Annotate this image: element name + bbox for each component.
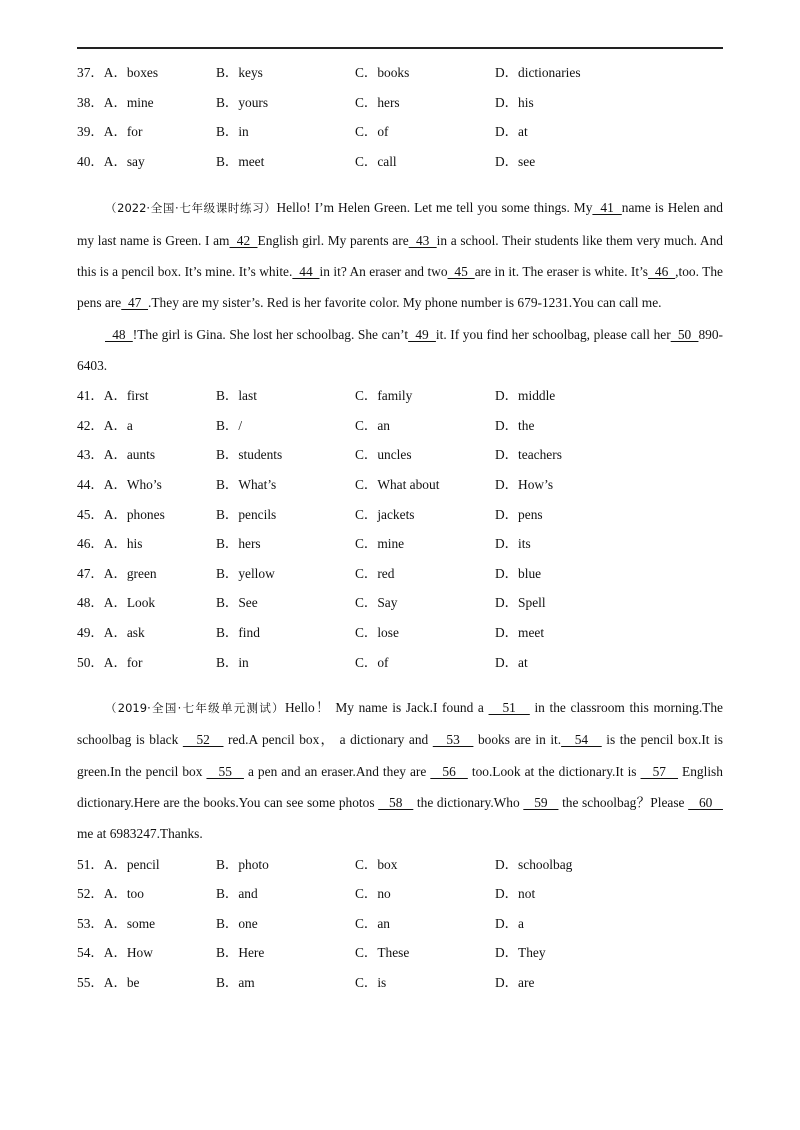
passage-text: !The girl is Gina. She lost her schoolbag. She can’t	[132, 326, 409, 342]
question-46	[77, 529, 723, 559]
option-b: B．last	[216, 388, 257, 404]
option-d: D．its	[495, 536, 531, 552]
option-d: D．blue	[495, 565, 542, 581]
cloze-passage-41-50	[77, 192, 723, 318]
question-48	[77, 588, 723, 618]
passage-text: English dictionary.Here are the books.You can see some photos	[77, 763, 723, 810]
passage-text: are in it. The eraser is white. It’s	[474, 263, 649, 279]
option-a: 40．A．say	[77, 153, 145, 169]
passage-text: the dictionary.Who	[416, 794, 520, 810]
option-c: C．no	[355, 886, 391, 902]
option-b: B．hers	[216, 536, 261, 552]
passage-text: books are in it.	[477, 732, 562, 748]
option-d: D．schoolbag	[495, 856, 573, 872]
option-b: B．pencils	[216, 506, 277, 522]
blank-56: 56	[430, 763, 468, 779]
option-c: C．uncles	[355, 447, 412, 463]
option-c: C．call	[355, 153, 397, 169]
option-a: 38．A．mine	[77, 94, 154, 110]
passage-text: a pen and an eraser.And they are	[247, 763, 427, 779]
passage-text: too.Look at the dictionary.It is	[471, 763, 637, 779]
question-41	[77, 381, 723, 411]
blank-41: 41	[592, 200, 622, 216]
option-c: C．family	[355, 388, 413, 404]
option-c: C．books	[355, 65, 410, 80]
option-d: D．the	[495, 417, 535, 433]
passage-text: in it? An eraser and two	[319, 263, 448, 279]
option-a: 45．A．phones	[77, 506, 165, 522]
passage-text: is the pencil box.It is green.In the pencil box	[77, 732, 723, 779]
passage-text: me at 6983247.Thanks.	[77, 826, 203, 842]
option-a: 50．A．for	[77, 654, 143, 670]
option-d: D．see	[495, 153, 536, 169]
passage-text: Hello! I’m Helen Green. Let me tell you some things. My	[276, 200, 593, 216]
option-a: 43．A．aunts	[77, 447, 156, 463]
option-b: B．photo	[216, 856, 269, 872]
option-a: 44．A．Who’s	[77, 476, 162, 492]
blank-51: 51	[488, 700, 530, 716]
option-d: D．a	[495, 915, 525, 931]
option-a: 55．A．be	[77, 974, 140, 990]
blank-54: 54	[561, 732, 602, 748]
option-b: B．in	[216, 124, 249, 140]
option-a: 49．A．ask	[77, 624, 145, 640]
question-42	[77, 411, 723, 441]
option-a: 41．A．first	[77, 388, 149, 404]
option-d: D．Spell	[495, 595, 546, 611]
option-b: B．am	[216, 974, 255, 990]
passage-source: （2022·全国·七年级课时练习）	[105, 201, 277, 216]
option-b: B．/	[216, 417, 243, 433]
option-b: B．Here	[216, 945, 265, 961]
option-c: C．These	[355, 945, 410, 961]
question-50	[77, 648, 723, 678]
question-45	[77, 500, 723, 530]
passage-text: the schoolbag？Please	[562, 794, 685, 810]
option-c: C．an	[355, 915, 390, 931]
option-c: C．jackets	[355, 506, 415, 522]
question-37	[77, 58, 723, 88]
passage-text: English girl. My parents are	[257, 232, 409, 248]
passage-text: .They are my sister’s. Red is her favorite color. My phone number is 679-1231.You can call me.	[148, 295, 662, 311]
question-49	[77, 618, 723, 648]
passage-text: Hello！ My name is Jack.I found a	[284, 700, 484, 716]
passage-source: （2019·全国·七年级单元测试）	[105, 701, 285, 716]
option-c: C．mine	[355, 536, 405, 552]
option-b: B．and	[216, 886, 258, 902]
blank-47: 47	[121, 295, 149, 311]
question-54	[77, 938, 723, 968]
blank-42: 42	[229, 232, 258, 248]
question-44	[77, 470, 723, 500]
option-b: B．in	[216, 654, 249, 670]
option-d: D．dictionaries	[495, 65, 581, 80]
blank-50: 50	[670, 326, 699, 342]
question-43	[77, 440, 723, 470]
option-b: B．students	[216, 447, 283, 463]
blank-49: 49	[408, 326, 436, 342]
option-d: D．his	[495, 94, 534, 110]
passage-text: name is Helen and my last name is Green. I am	[77, 200, 724, 248]
header-rule	[77, 47, 723, 49]
option-c: C．an	[355, 417, 390, 433]
options-block-41-50	[77, 381, 723, 677]
option-b: B．yellow	[216, 565, 275, 581]
question-52	[77, 879, 723, 909]
question-55	[77, 968, 723, 998]
option-b: B．keys	[216, 65, 263, 80]
option-c: C．Say	[355, 595, 398, 611]
passage-text: 890-6403.	[77, 326, 723, 373]
question-53	[77, 909, 723, 939]
option-c: C．of	[355, 124, 389, 140]
option-d: D．meet	[495, 624, 545, 640]
option-d: D．are	[495, 974, 535, 990]
option-a: 47．A．green	[77, 565, 157, 581]
option-d: D．at	[495, 654, 528, 670]
option-c: C．red	[355, 565, 395, 581]
option-a: 52．A．too	[77, 886, 144, 902]
spacer	[77, 176, 723, 192]
option-d: D．not	[495, 886, 536, 902]
option-d: D．pens	[495, 506, 543, 522]
cloze-passage-41-50-part2	[77, 319, 723, 382]
blank-58: 58	[378, 794, 414, 810]
option-c: C．lose	[355, 624, 399, 640]
question-39	[77, 117, 723, 147]
passage-text: in a school. Their students like them very much. And this is a pencil box. It’s mine. It’s white.	[77, 232, 723, 279]
blank-43: 43	[408, 232, 437, 248]
blank-44: 44	[292, 263, 320, 279]
option-d: D．How’s	[495, 476, 554, 492]
question-38	[77, 88, 723, 118]
blank-59: 59	[523, 794, 559, 810]
option-b: B．meet	[216, 153, 265, 169]
option-c: C．of	[355, 654, 389, 670]
blank-46: 46	[648, 263, 676, 279]
blank-57: 57	[640, 763, 679, 779]
option-b: B．one	[216, 915, 258, 931]
blank-60: 60	[688, 794, 723, 810]
question-51	[77, 850, 723, 880]
option-c: C．hers	[355, 94, 400, 110]
option-b: B．What’s	[216, 476, 277, 492]
option-b: B．See	[216, 595, 258, 611]
option-a: 39．A．for	[77, 124, 143, 140]
passage-text: ,too. The pens are	[77, 263, 723, 311]
passage-text: in the classroom this morning.The schoolbag is black	[77, 700, 723, 748]
blank-55: 55	[206, 763, 244, 779]
spacer	[77, 677, 723, 692]
option-a: 48．A．Look	[77, 595, 156, 611]
passage-text: red.A pencil box， a dictionary and	[228, 732, 429, 748]
option-c: C．What about	[355, 476, 440, 492]
option-c: C．is	[355, 974, 387, 990]
blank-53: 53	[432, 732, 474, 748]
option-a: 53．A．some	[77, 915, 156, 931]
option-a: 51．A．pencil	[77, 856, 160, 872]
option-a: 54．A．How	[77, 945, 153, 961]
page-content	[77, 58, 723, 998]
option-d: D．middle	[495, 388, 556, 404]
options-block-37-40	[77, 58, 723, 176]
passage-text: it. If you find her schoolbag, please call her	[435, 326, 671, 342]
question-47	[77, 559, 723, 589]
blank-45: 45	[447, 263, 475, 279]
blank-48: 48	[105, 326, 133, 342]
option-d: D．at	[495, 124, 528, 140]
question-40	[77, 147, 723, 177]
option-d: D．They	[495, 945, 546, 961]
option-a: 37．A．boxes	[77, 65, 159, 80]
option-b: B．find	[216, 624, 260, 640]
options-block-51-55	[77, 850, 723, 998]
blank-52: 52	[182, 732, 224, 748]
cloze-passage-51-60	[77, 692, 723, 849]
option-c: C．box	[355, 856, 398, 872]
option-d: D．teachers	[495, 447, 562, 463]
option-b: B．yours	[216, 94, 269, 110]
option-a: 46．A．his	[77, 536, 143, 552]
option-a: 42．A．a	[77, 417, 133, 433]
